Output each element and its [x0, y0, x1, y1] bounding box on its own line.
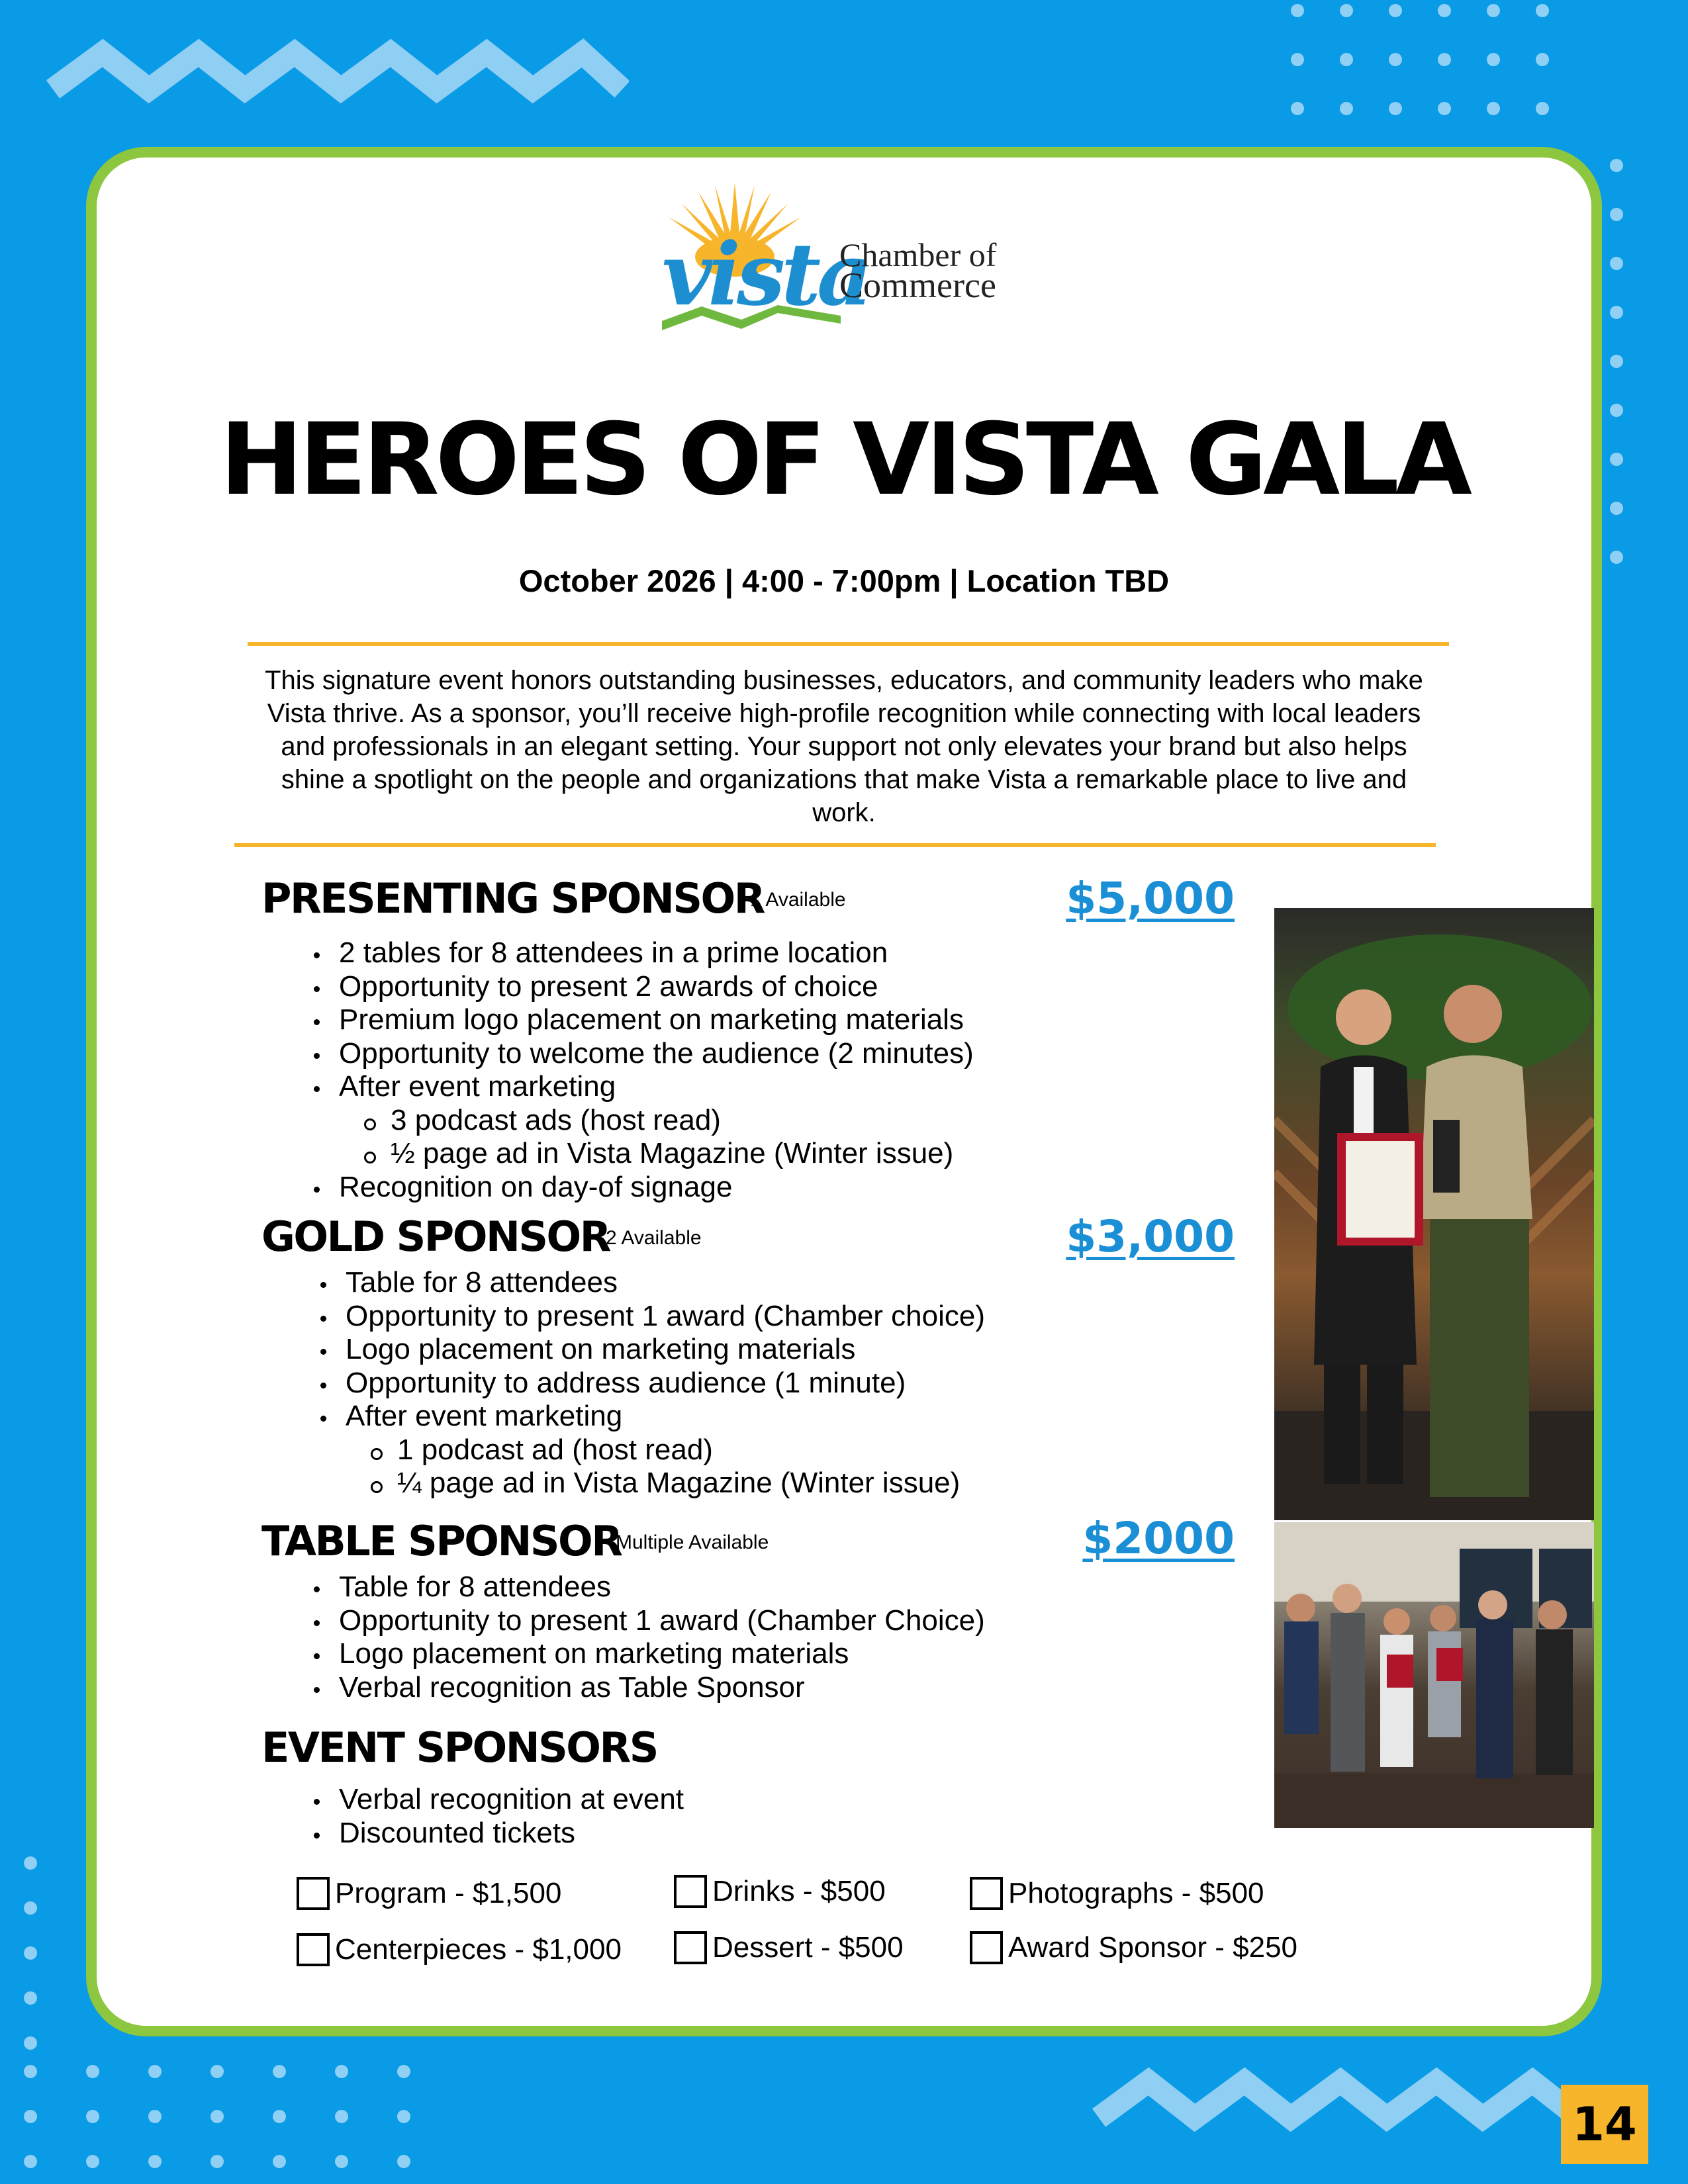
event-benefits-list — [306, 1783, 684, 1850]
dot-pattern-top-right — [1291, 4, 1549, 115]
checkbox-square[interactable] — [970, 1931, 1003, 1964]
logo-wordmark: vista — [662, 224, 869, 325]
table-benefits-list — [306, 1570, 985, 1704]
gold-availability: 2 Available — [606, 1227, 702, 1249]
table-availability: Multiple Available — [616, 1531, 769, 1553]
dot-pattern-bottom-left — [24, 2065, 410, 2168]
checkbox-square[interactable] — [297, 1877, 330, 1910]
table-sponsor-title: TABLE SPONSOR — [261, 1517, 622, 1565]
list-item: 2 tables for 8 attendees in a prime location — [306, 936, 974, 970]
gold-sponsor-title: GOLD SPONSOR — [261, 1212, 610, 1261]
list-item: Logo placement on marketing materials — [306, 1637, 985, 1671]
list-subitem: 1 podcast ad (host read) — [312, 1433, 985, 1467]
list-item: Verbal recognition at event — [306, 1783, 684, 1817]
list-item: Table for 8 attendees — [312, 1266, 985, 1300]
page-number: 14 — [1561, 2085, 1648, 2164]
list-item: Opportunity to present 1 award (Chamber Choice) — [306, 1604, 985, 1638]
list-item: Discounted tickets — [306, 1817, 684, 1850]
list-item: Verbal recognition as Table Sponsor — [306, 1671, 985, 1705]
award-photo-group — [1274, 1522, 1594, 1828]
list-item: Table for 8 attendees — [306, 1570, 985, 1604]
presenting-sponsor-title: PRESENTING SPONSOR — [261, 874, 764, 923]
checkbox-square[interactable] — [297, 1933, 330, 1966]
event-sponsors-title: EVENT SPONSORS — [261, 1723, 657, 1772]
checkbox-square[interactable] — [970, 1877, 1003, 1910]
checkbox-dessert[interactable] — [674, 1931, 904, 1964]
divider-top — [248, 642, 1449, 646]
list-item: Opportunity to present 2 awards of choice — [306, 970, 974, 1004]
checkbox-centerpieces[interactable] — [297, 1933, 622, 1966]
checkbox-label: Dessert - $500 — [712, 1931, 904, 1964]
logo-chamber-line2: Commerce — [839, 265, 996, 305]
divider-bottom — [234, 843, 1436, 847]
dot-pattern-right-edge — [1610, 159, 1623, 564]
checkbox-label: Award Sponsor - $250 — [1008, 1931, 1298, 1964]
list-subitem: 3 podcast ads (host read) — [306, 1104, 974, 1138]
logo-chamber-text — [839, 236, 997, 305]
logo-chamber-line1: Chamber of — [839, 236, 997, 273]
checkbox-label: Drinks - $500 — [712, 1875, 886, 1907]
list-item: After event marketing — [312, 1400, 985, 1433]
list-item: Logo placement on marketing materials — [312, 1333, 985, 1367]
table-price: $2000 — [1082, 1513, 1235, 1564]
page-title: HEROES OF VISTA GALA — [220, 402, 1468, 518]
checkbox-label: Photographs - $500 — [1008, 1877, 1264, 1909]
zigzag-decoration-bottom — [1086, 2065, 1589, 2151]
zigzag-decoration-top — [40, 33, 629, 119]
intro-paragraph: This signature event honors outstanding businesses, educators, and community leaders who make Vista thrive. As a sponsor, you’ll receive high-profile recognition while connecting with local leaders and professionals in an elegant setting. Your support not only elevates your brand but also helps shine a spotlight on the people and organizations that make Vista a remarkable place to live and work. — [265, 666, 1423, 827]
logo-hills-graphic — [662, 301, 841, 334]
gold-benefits-list — [312, 1266, 985, 1500]
list-item: Premium logo placement on marketing materials — [306, 1003, 974, 1037]
checkbox-award-sponsor[interactable] — [970, 1931, 1297, 1964]
list-item: Opportunity to present 1 award (Chamber choice) — [312, 1300, 985, 1334]
checkbox-drinks[interactable] — [674, 1875, 886, 1908]
checkbox-label: Program - $1,500 — [335, 1877, 562, 1909]
checkbox-photographs[interactable] — [970, 1877, 1264, 1910]
presenting-availability: 1 Available — [750, 889, 846, 911]
gold-price: $3,000 — [1066, 1211, 1235, 1262]
checkbox-program[interactable] — [297, 1877, 561, 1910]
list-item: Opportunity to welcome the audience (2 minutes) — [306, 1037, 974, 1071]
list-subitem: ½ page ad in Vista Magazine (Winter issue) — [306, 1137, 974, 1171]
presenting-price: $5,000 — [1066, 873, 1235, 924]
award-photo-two-men — [1274, 908, 1594, 1520]
list-item: Opportunity to address audience (1 minute) — [312, 1367, 985, 1400]
checkbox-label: Centerpieces - $1,000 — [335, 1933, 622, 1966]
checkbox-square[interactable] — [674, 1931, 707, 1964]
list-item: After event marketing — [306, 1070, 974, 1104]
checkbox-square[interactable] — [674, 1875, 707, 1908]
list-item: Recognition on day-of signage — [306, 1171, 974, 1205]
presenting-benefits-list — [306, 936, 974, 1204]
event-details: October 2026 | 4:00 - 7:00pm | Location TBD — [518, 563, 1170, 598]
list-subitem: ¼ page ad in Vista Magazine (Winter issue) — [312, 1467, 985, 1500]
dot-pattern-left-edge — [24, 1856, 37, 2050]
